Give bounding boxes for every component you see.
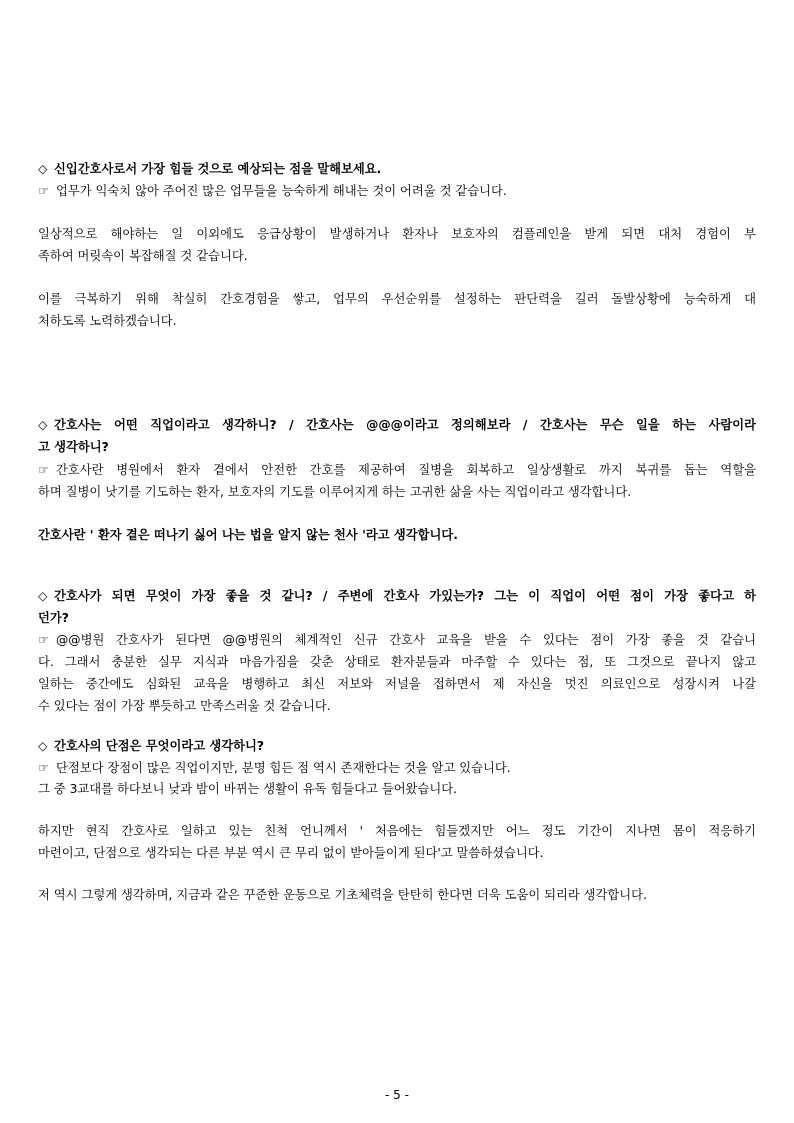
pointing-hand-icon: ☞ (38, 633, 50, 647)
answer-line (38, 757, 756, 779)
question-text: 간호사가 되면 무엇이 가장 좋을 것 같니? / 주변에 간호사 가있는가? 그는 이 직업이 어떤 점이 가장 좋다고 하 (54, 589, 756, 603)
paragraph-line: 일상적으로 해야하는 일 이외에도 응급상황이 발생하거나 환자나 보호자의 컴플레인을 받게 되면 대처 경험이 부 (38, 227, 756, 241)
answer-line: 하며 질병이 낫기를 기도하는 환자, 보호자의 기도를 이루어지게 하는 고귀한 삶을 사는 직업이라고 생각합니다. (38, 485, 632, 499)
answer-text: 간호사란 병원에서 환자 곁에서 안전한 간호를 제공하여 질병을 회복하고 일상생활로 까지 복귀를 돕는 역할을 (56, 463, 756, 477)
question-heading (38, 414, 756, 436)
paragraph-line: 처하도록 노력하겠습니다. (38, 314, 177, 328)
diamond-icon: ◇ (38, 739, 48, 753)
question-heading (38, 735, 756, 757)
question-heading-cont: 고 생각하니? (38, 440, 109, 454)
answer-line (38, 629, 756, 651)
paragraph-line: 마련이고, 단점으로 생각되는 다른 부분 역시 큰 무리 없이 받아들이게 된다'고 말씀하셨습니다. (38, 846, 544, 860)
paragraph-line: 족하여 머릿속이 복잡해질 것 같습니다. (38, 249, 248, 263)
paragraph-line: 저 역시 그렇게 생각하며, 지금과 같은 꾸준한 운동으로 기초체력을 탄탄히 한다면 더욱 도움이 되리라 생각합니다. (38, 888, 647, 902)
pointing-hand-icon: ☞ (38, 463, 50, 477)
question-text: 간호사는 어떤 직업이라고 생각하니? / 간호사는 @@@이라고 정의해보라 / 간호사는 무슨 일을 하는 사람이라 (54, 418, 756, 432)
answer-line (38, 180, 756, 202)
page-number: - 5 - (385, 1088, 409, 1102)
pointing-hand-icon: ☞ (38, 184, 50, 198)
answer-line (38, 459, 756, 481)
question-text: 간호사의 단점은 무엇이라고 생각하니? (54, 739, 265, 753)
answer-text: 단점보다 장점이 많은 직업이지만, 분명 힘든 점 역시 존재한다는 것을 알고 있습니다. (56, 761, 511, 775)
answer-line: 일하는 중간에도 심화된 교육을 병행하고 최신 저보와 저널을 접하면서 제 자신을 멋진 의료인으로 성장시켜 나갈 (38, 677, 756, 691)
paragraph-line: 하지만 현직 간호사로 일하고 있는 친척 언니께서 ' 처음에는 힘들겠지만 어느 정도 기간이 지나면 몸이 적응하기 (38, 824, 756, 838)
diamond-icon: ◇ (38, 418, 48, 432)
question-text: 신입간호사로서 가장 힘들 것으로 예상되는 점을 말해보세요. (54, 162, 382, 176)
diamond-icon: ◇ (38, 162, 48, 176)
pointing-hand-icon: ☞ (38, 761, 50, 775)
answer-text: 업무가 익숙치 않아 주어진 많은 업무들을 능숙하게 해내는 것이 어려울 것 같습니다. (56, 184, 507, 198)
answer-line: 다. 그래서 충분한 실무 지식과 마음가짐을 갖춘 상태로 환자분들과 마주할 수 있다는 점, 또 그것으로 끝나지 않고 (38, 655, 756, 669)
question-heading-cont: 던가? (38, 611, 69, 625)
diamond-icon: ◇ (38, 589, 48, 603)
answer-line: 수 있다는 점이 가장 뿌듯하고 만족스러울 것 같습니다. (38, 699, 331, 713)
paragraph-line: 이를 극복하기 위해 착실히 간호경험을 쌓고, 업무의 우선순위를 설정하는 판단력을 길러 돌발상황에 능숙하게 대 (38, 292, 756, 306)
question-heading (38, 158, 756, 180)
answer-line: 그 중 3교대를 하다보니 낮과 밤이 바뀌는 생활이 유독 힘들다고 들어왔습니다. (38, 782, 458, 796)
answer-text: @@병원 간호사가 된다면 @@병원의 체계적인 신규 간호사 교육을 받을 수 있다는 점이 가장 좋을 것 같습니 (56, 633, 756, 647)
emphasis-statement: 간호사란 ' 환자 곁은 떠나기 싫어 나는 법을 알지 않는 천사 '라고 생각합니다. (38, 528, 458, 542)
question-heading (38, 585, 756, 607)
